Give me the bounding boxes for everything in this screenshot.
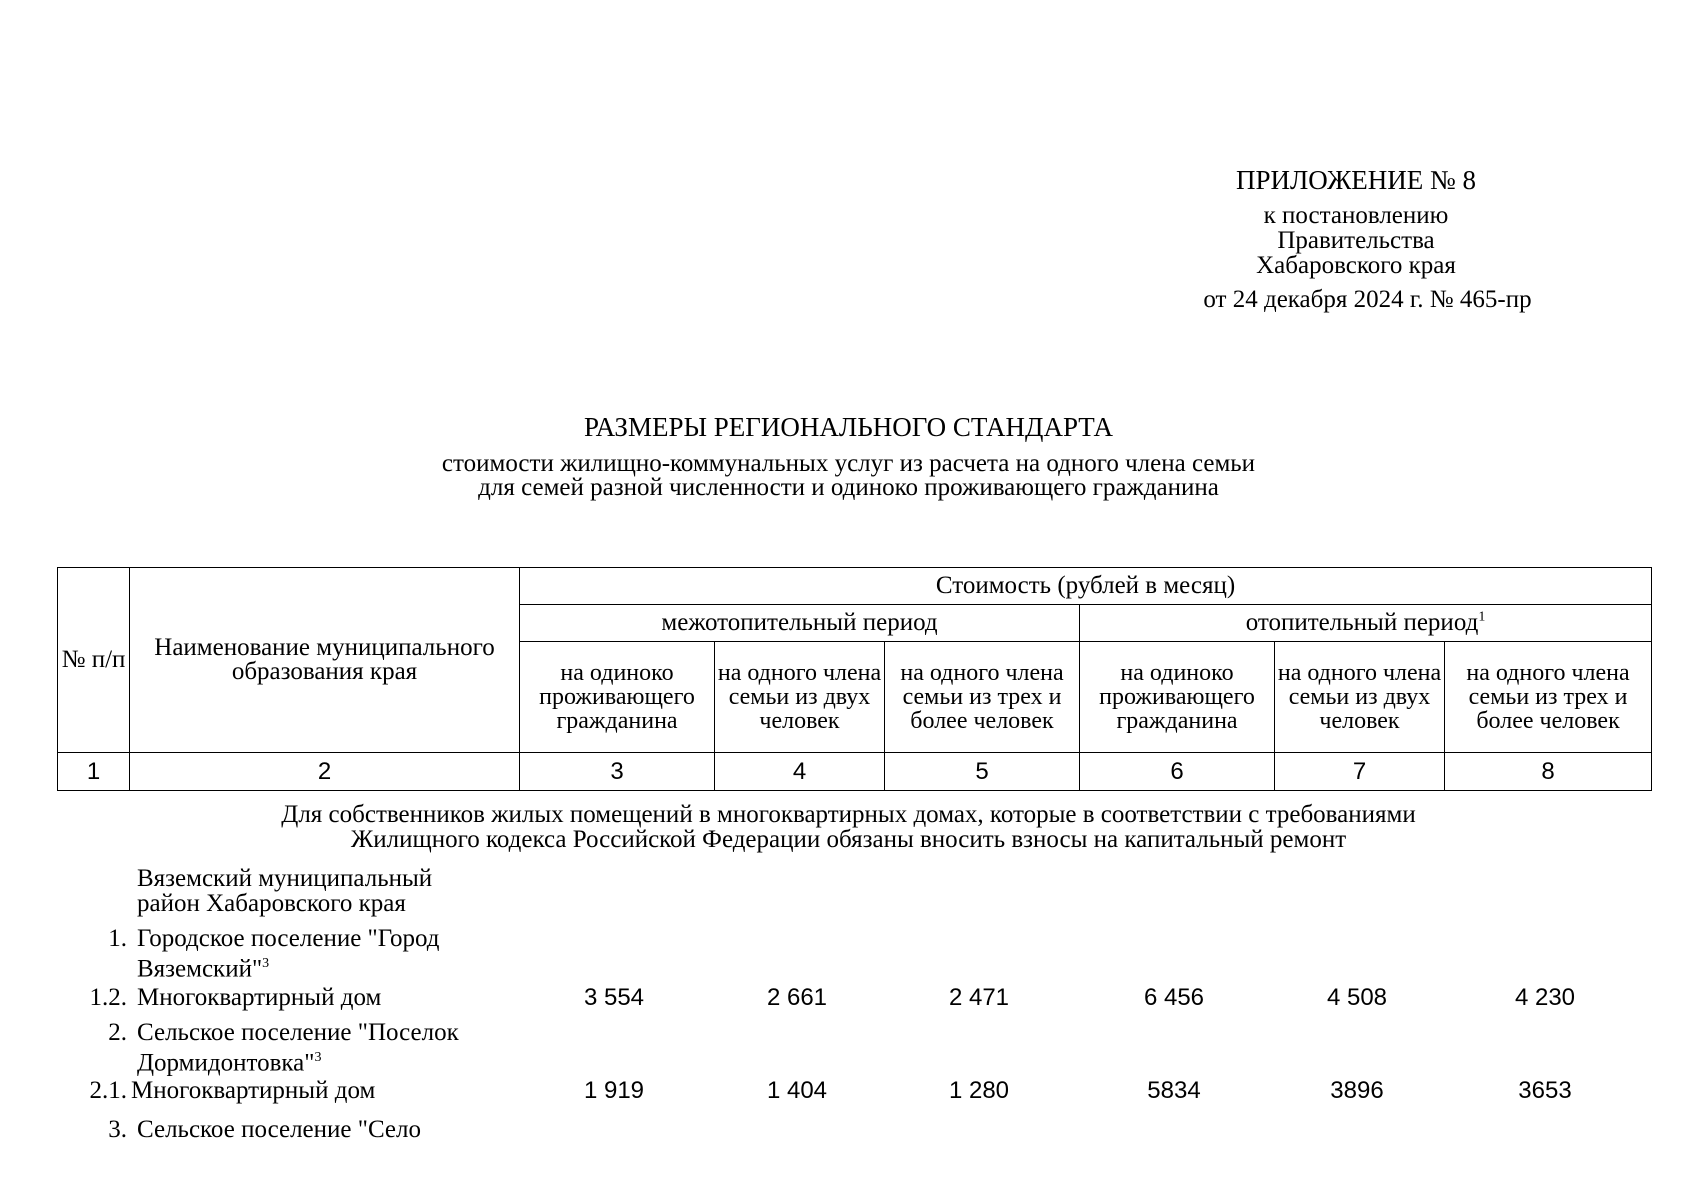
value-cell: 2 471 xyxy=(948,984,1010,1011)
row-number: 3. xyxy=(108,1116,127,1143)
column-number: 8 xyxy=(1445,753,1652,791)
column-number: 7 xyxy=(1275,753,1445,791)
appendix-line-1: к постановлению xyxy=(1263,202,1449,229)
value-cell: 1 404 xyxy=(766,1077,828,1104)
row-name: Сельское поселение "Село xyxy=(137,1116,422,1143)
column-number: 2 xyxy=(130,753,520,791)
value-cell: 6 456 xyxy=(1143,984,1205,1011)
row-name-line-1: Сельское поселение "Поселок xyxy=(137,1019,459,1046)
row-name xyxy=(137,1020,537,1075)
header-period-non-heating: межотопительный период xyxy=(520,605,1080,642)
header-three-2: на одного члена семьи из трех и более человек xyxy=(1445,642,1652,753)
section-note xyxy=(0,802,1697,852)
row-name xyxy=(137,926,537,981)
value-cell: 2 661 xyxy=(766,984,828,1011)
row-number: 2. xyxy=(108,1019,127,1046)
row-name-line-1: Городское поселение "Город xyxy=(137,925,440,952)
header-period-heating xyxy=(1080,605,1652,642)
row-number: 2.1. xyxy=(89,1077,127,1104)
column-number: 6 xyxy=(1080,753,1275,791)
header-number: № п/п xyxy=(58,568,130,753)
document-title: РАЗМЕРЫ РЕГИОНАЛЬНОГО СТАНДАРТА xyxy=(584,412,1113,442)
value-cell: 3896 xyxy=(1330,1077,1384,1104)
document-subtitle xyxy=(0,452,1697,500)
appendix-title: ПРИЛОЖЕНИЕ № 8 xyxy=(1235,165,1477,195)
value-cell: 5834 xyxy=(1147,1077,1201,1104)
value-cell: 1 919 xyxy=(583,1077,645,1104)
appendix-line-3: Хабаровского края xyxy=(1256,252,1456,279)
header-two-1: на одного члена семьи из двух человек xyxy=(715,642,885,753)
column-number-row xyxy=(58,753,1652,791)
value-cell: 4 508 xyxy=(1326,984,1388,1011)
section-note-line-2: Жилищного кодекса Российской Федерации обязаны вносить взносы на капитальный ремонт xyxy=(350,826,1347,853)
value-cell: 4 230 xyxy=(1514,984,1576,1011)
subtitle-line-1: стоимости жилищно-коммунальных услуг из расчета на одного члена семьи xyxy=(441,450,1256,477)
column-number: 3 xyxy=(520,753,715,791)
value-cell: 1 280 xyxy=(948,1077,1010,1104)
section-note-line-1: Для собственников жилых помещений в многоквартирных домах, которые в соответствии с требованиями xyxy=(281,801,1416,828)
header-cost: Стоимость (рублей в месяц) xyxy=(520,568,1652,605)
header-three-1: на одного члена семьи из трех и более человек xyxy=(885,642,1080,753)
value-cell: 3653 xyxy=(1518,1077,1572,1104)
row-name: Многоквартирный дом xyxy=(131,1077,376,1104)
header-period-heating-label: отопительный период xyxy=(1245,609,1479,636)
row-number: 1. xyxy=(108,925,127,952)
value-cell: 3 554 xyxy=(583,984,645,1011)
header-two-2: на одного члена семьи из двух человек xyxy=(1275,642,1445,753)
column-number: 1 xyxy=(58,753,130,791)
row-number: 1.2. xyxy=(89,984,127,1011)
column-number: 4 xyxy=(715,753,885,791)
subtitle-line-2: для семей разной численности и одиноко проживающего гражданина xyxy=(478,474,1219,501)
header-single-2: на одиноко проживающего гражданина xyxy=(1080,642,1275,753)
appendix-block xyxy=(1180,165,1670,314)
row-name-line-2: Дормидонтовка" xyxy=(137,1049,315,1077)
header-name: Наименование муниципального образования края xyxy=(130,568,520,753)
footnote-marker: 1 xyxy=(1478,609,1486,625)
row-name-line-2: район Хабаровского края xyxy=(137,890,406,917)
footnote-marker: 3 xyxy=(314,1050,322,1065)
footnote-marker: 3 xyxy=(262,956,270,971)
column-number: 5 xyxy=(885,753,1080,791)
appendix-date: от 24 декабря 2024 г. № 465-пр xyxy=(1203,286,1532,313)
row-name: Многоквартирный дом xyxy=(137,984,382,1011)
row-name-line-1: Вяземский муниципальный xyxy=(137,865,433,892)
row-name xyxy=(137,866,537,916)
header-single-1: на одиноко проживающего гражданина xyxy=(520,642,715,753)
appendix-line-2: Правительства xyxy=(1277,227,1435,254)
standard-table xyxy=(57,567,1652,791)
row-name-line-2: Вяземский" xyxy=(137,955,263,983)
